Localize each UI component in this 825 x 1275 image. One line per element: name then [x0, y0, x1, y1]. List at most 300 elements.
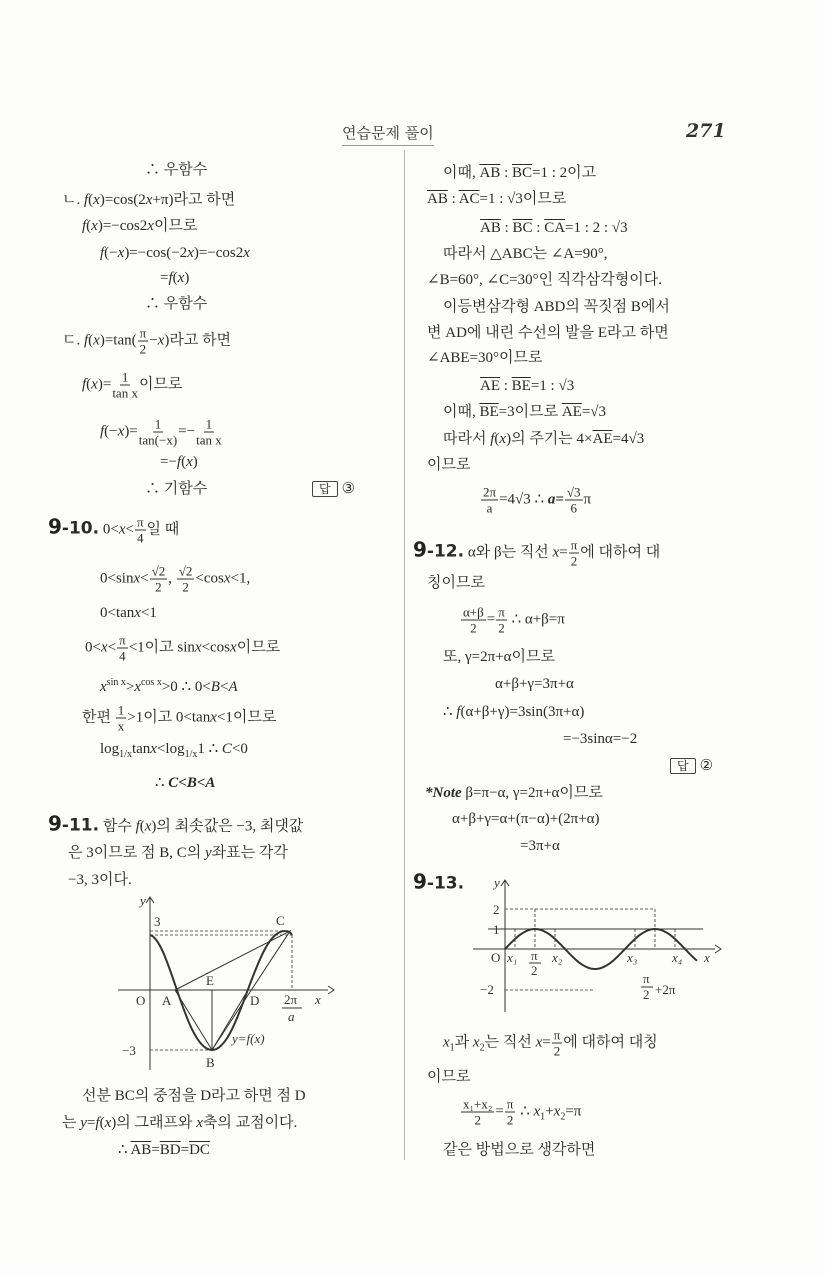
text-run: :: [500, 378, 512, 394]
text-run: <: [107, 639, 117, 656]
tick-3: 3: [154, 914, 161, 929]
text-run: −3, 3이다.: [68, 872, 132, 888]
text-line: [460, 605, 565, 636]
text-run: =: [160, 270, 169, 286]
text-line: [100, 604, 157, 622]
text-run: 한편: [82, 709, 115, 726]
text-line: [100, 417, 223, 448]
text-line: [413, 538, 660, 569]
math-variable: x: [104, 1115, 112, 1131]
text-run: 0<sin: [100, 570, 134, 587]
subscript: 2: [560, 1111, 566, 1123]
text-line: [427, 271, 662, 289]
text-line: [82, 1087, 306, 1105]
text-run: 은 3이므로 점 B, C의: [68, 845, 205, 861]
page-number: 271: [686, 120, 726, 142]
text-run: =1 : √3이므로: [479, 191, 567, 207]
text-run: =1 : 2 : √3: [565, 220, 628, 236]
text-line: [427, 456, 470, 474]
text-run: α와 β는 직선: [464, 544, 553, 561]
math-variable: x: [144, 818, 152, 835]
text-run: ∴: [118, 1142, 131, 1158]
text-run: =: [486, 611, 496, 628]
text-run: =: [559, 544, 568, 561]
text-run: 일 때: [146, 521, 180, 538]
text-run: (: [88, 192, 94, 208]
text-run: =: [86, 1115, 96, 1131]
text-line: [452, 810, 600, 828]
text-run: −: [149, 332, 158, 349]
text-run: 이등변삼각형 ABD의 꼭짓점 B에서: [443, 299, 670, 315]
text-run: =−: [178, 423, 196, 440]
math-variable: x: [100, 679, 107, 695]
text-run: <1: [140, 605, 157, 621]
text-run: :: [447, 191, 459, 207]
problem-number: [48, 811, 100, 836]
text-run: ∴ 우함수: [145, 162, 208, 178]
text-run: )=−cos(−2: [124, 245, 188, 261]
text-run: )=tan(: [99, 332, 137, 349]
text-run: >1이고 0<tan: [127, 709, 211, 726]
half-label: 2: [531, 963, 538, 978]
period-numerator: 2π: [284, 992, 298, 1007]
math-variable: x: [93, 192, 100, 208]
text-run: )의 그래프와: [111, 1115, 197, 1131]
numerator: 2π: [483, 484, 497, 500]
fraction: [552, 1028, 563, 1059]
text-run: ㄷ.: [62, 332, 84, 349]
denominator: tan x: [112, 385, 138, 401]
math-variable: f: [168, 270, 173, 286]
text-run: β=π−α, γ=2π+α이므로: [461, 785, 603, 801]
fraction: [461, 1097, 494, 1128]
text-line: [160, 269, 189, 287]
y-label: y: [494, 875, 500, 890]
numerator: α+β: [463, 604, 484, 620]
numerator: π: [119, 632, 126, 648]
denominator: a: [486, 500, 493, 516]
text-run: =π: [565, 1103, 582, 1120]
segment-overline: $\overline{AC}$: [458, 191, 480, 207]
denominator: 2: [570, 553, 578, 569]
math-variable: A: [228, 679, 238, 695]
math-variable: x: [150, 741, 157, 757]
text-run: 에 대하여 대칭: [563, 1034, 658, 1051]
text-run: <: [125, 521, 134, 538]
text-line: [82, 370, 182, 401]
fraction: [177, 564, 195, 595]
math-variable: x: [535, 1034, 543, 1051]
text-line: [480, 485, 591, 516]
denominator: 6: [570, 500, 577, 516]
denominator: 2: [474, 1112, 481, 1128]
text-run: 는: [62, 1115, 81, 1131]
tick-2: 2: [493, 902, 500, 917]
text-line: [100, 564, 250, 595]
text-run: )의 최솟값은 −3, 최댓값: [151, 818, 304, 835]
numerator: 1: [117, 702, 125, 718]
text-run: 이때,: [443, 165, 480, 181]
text-run: 이므로: [138, 376, 183, 393]
math-variable: x: [91, 376, 98, 393]
text-line: [427, 574, 485, 592]
math-variable: x: [223, 570, 231, 587]
denominator: 2: [155, 579, 162, 595]
numerator: x₁+x₂: [463, 1096, 493, 1112]
text-line: [68, 871, 132, 889]
math-variable: x: [118, 521, 126, 538]
math-variable: x: [117, 245, 125, 261]
text-run: =3π+α: [520, 838, 560, 854]
problem-number: [48, 514, 100, 539]
segment-overline: $\overline{DC}$: [189, 1142, 210, 1158]
segment-overline: $\overline{BE}$: [479, 404, 499, 420]
text-run: <0: [231, 741, 248, 757]
fraction: [117, 633, 128, 664]
numerator: π: [506, 1096, 514, 1112]
problem-number: [413, 869, 465, 894]
section-title: 연습문제 풀이: [342, 122, 434, 146]
segment-overline: $\overline{BE}$: [511, 378, 531, 394]
math-variable: f: [82, 376, 87, 393]
bold-text: =: [555, 491, 564, 508]
math-variable: f: [84, 332, 89, 349]
text-run: )=: [124, 423, 138, 440]
text-run: 이므로: [236, 639, 281, 656]
text-run: >0 ∴ 0<: [161, 679, 211, 695]
text-run: )의 주기는 4×: [506, 431, 593, 447]
text-run: =: [495, 1103, 504, 1120]
text-run: :: [500, 220, 513, 236]
point-a: A: [162, 993, 172, 1008]
sine-curve: [505, 929, 697, 969]
text-run: π: [583, 491, 592, 508]
segment-overline: $\overline{AB}$: [130, 1142, 152, 1158]
subscript: 1: [540, 1111, 546, 1123]
fraction: [505, 1097, 516, 1128]
text-run: ∴ 기함수: [145, 481, 208, 497]
text-run: 따라서: [443, 431, 491, 447]
math-variable: f: [135, 818, 140, 835]
subscript: 2: [479, 1042, 485, 1054]
y-label: y: [140, 893, 146, 908]
problem-chapter: 9: [413, 869, 427, 894]
text-run: =4√3 ∴: [499, 491, 548, 508]
text-line: [427, 1068, 470, 1086]
bold-text: *Note: [425, 785, 462, 801]
denominator: 4: [119, 648, 126, 664]
numerator: π: [570, 537, 578, 553]
math-variable: x: [133, 570, 141, 587]
denominator: 2: [498, 620, 505, 636]
fraction: [112, 370, 138, 401]
text-run: (α+β+γ)=3sin(3π+α): [460, 704, 585, 720]
text-run: =1 : 2이고: [532, 165, 597, 181]
text-run: <cos: [201, 639, 231, 656]
half-label-2: 2: [643, 987, 650, 1002]
text-run: <log: [156, 741, 185, 757]
text-run: (: [88, 332, 94, 349]
text-line: [62, 1114, 297, 1132]
segment-overline: $\overline{AB}$: [479, 165, 501, 181]
x-label: x: [704, 950, 710, 965]
segment-overline: $\overline{AE}$: [561, 404, 582, 420]
text-run: =1 : √3: [530, 378, 575, 394]
segment-overline: $\overline{BC}$: [512, 165, 533, 181]
text-line: [118, 1141, 210, 1159]
fraction: [150, 564, 168, 595]
curve: [150, 931, 292, 1050]
text-run: )=: [97, 376, 112, 393]
text-run: 1 ∴: [197, 741, 222, 757]
text-run: 는 직선: [484, 1034, 536, 1051]
text-run: ,: [168, 570, 176, 587]
math-variable: B: [210, 679, 220, 695]
segment-overline: $\overline{CA}$: [544, 220, 566, 236]
text-run: 같은 방법으로 생각하면: [443, 1142, 596, 1158]
text-run: ∴: [155, 775, 169, 791]
fraction: [461, 605, 486, 636]
math-variable: x: [177, 270, 185, 286]
numerator: π: [136, 514, 144, 530]
text-run: =−: [160, 454, 177, 470]
denominator: x: [117, 718, 125, 734]
text-line: [443, 648, 555, 666]
text-run: =: [542, 1034, 551, 1051]
text-run: :: [500, 165, 512, 181]
text-line: [443, 164, 596, 182]
math-variable: x: [134, 679, 141, 695]
text-line: [425, 784, 603, 802]
text-line: [443, 430, 644, 448]
text-run: ㄴ.: [62, 192, 84, 208]
math-variable: x: [100, 639, 108, 656]
text-line: [62, 326, 231, 357]
text-run: ∠ABE=30°이므로: [427, 350, 543, 366]
x1-label: x₁: [507, 950, 518, 965]
text-line: [82, 703, 276, 734]
text-line: [443, 403, 606, 421]
text-run: )=−cos2: [193, 245, 244, 261]
text-run: α+β+γ=3π+α: [495, 676, 574, 692]
denominator: 2: [139, 341, 147, 357]
segment-overline: $\overline{AE}$: [480, 378, 500, 394]
text-line: [520, 837, 560, 855]
period-denominator: a: [288, 1009, 295, 1024]
math-variable: f: [490, 431, 495, 447]
text-run: (−: [104, 245, 118, 261]
text-run: ∴: [516, 1103, 534, 1120]
fraction: [135, 515, 146, 546]
text-line: [100, 244, 250, 262]
text-run: (: [86, 218, 92, 234]
math-variable: x: [186, 454, 193, 470]
subscript: 1/x: [119, 749, 132, 760]
math-variable: C: [221, 741, 232, 757]
text-run: 이므로: [427, 1069, 471, 1085]
answer-box: 답: [312, 481, 338, 497]
text-run: (: [99, 1115, 105, 1131]
fraction: [569, 538, 580, 569]
math-variable: f: [84, 192, 89, 208]
tick-1: 1: [493, 922, 500, 937]
text-run: =−3sinα=−2: [563, 731, 638, 747]
text-run: 에 대하여 대: [580, 544, 661, 561]
text-line: [413, 869, 465, 894]
text-run: <: [219, 679, 229, 695]
text-run: log: [100, 741, 120, 757]
math-variable: f: [176, 454, 182, 470]
text-run: (: [172, 270, 178, 286]
text-run: 칭이므로: [427, 575, 485, 591]
superscript: cos x: [140, 677, 162, 688]
text-run: ∠B=60°, ∠C=30°인 직각삼각형이다.: [427, 272, 662, 288]
fraction: [481, 485, 498, 516]
denominator: 2: [506, 1112, 514, 1128]
numerator: π: [553, 1027, 561, 1043]
text-run: :: [532, 220, 545, 236]
math-variable: x: [443, 1034, 450, 1051]
answer-9-12: [670, 757, 713, 775]
text-line: [160, 453, 198, 471]
text-line: [427, 324, 669, 342]
text-line: [82, 217, 197, 235]
text-run: ∴: [443, 704, 457, 720]
math-variable: x: [157, 332, 165, 349]
math-variable: x: [187, 245, 194, 261]
fraction: [138, 326, 149, 357]
math-variable: y: [204, 845, 212, 861]
denominator: 2: [553, 1043, 561, 1059]
text-line: [443, 1141, 595, 1159]
math-variable: f: [100, 245, 105, 261]
math-variable: x: [210, 709, 217, 726]
text-run: )=−cos2: [97, 218, 148, 234]
math-variable: x: [91, 218, 98, 234]
text-line: [68, 844, 288, 862]
text-run: ): [184, 270, 190, 286]
text-run: =3이므로: [498, 404, 562, 420]
text-run: (: [139, 818, 145, 835]
segment-overline: $\overline{AB}$: [480, 220, 501, 236]
x4-label: x₄: [672, 950, 683, 965]
text-line: [427, 349, 543, 367]
point-b: B: [206, 1055, 215, 1070]
curve-label: y=f(x): [232, 1031, 265, 1046]
math-variable: f: [100, 423, 105, 440]
bold-text: a: [547, 491, 556, 508]
text-line: [563, 730, 637, 748]
text-run: 0<: [99, 521, 119, 538]
text-line: [48, 515, 179, 546]
text-line: [443, 703, 584, 721]
text-line: [100, 740, 248, 764]
fraction: [196, 417, 222, 448]
fraction: [139, 417, 177, 448]
numerator: √2: [178, 563, 193, 579]
denominator: 2: [470, 620, 477, 636]
fraction: [496, 605, 507, 636]
segment-overline: $\overline{BD}$: [159, 1142, 181, 1158]
text-line: [145, 161, 207, 179]
numerator: 1: [121, 369, 129, 385]
text-run: )라고 하면: [164, 332, 232, 349]
problem-index: -11.: [61, 815, 100, 836]
origin: O: [136, 993, 146, 1008]
text-run: <cos: [195, 570, 224, 587]
text-line: [48, 811, 304, 836]
answer-choice: ③: [341, 481, 356, 497]
numerator: 1: [205, 416, 213, 432]
text-run: 축의 교점이다.: [202, 1115, 298, 1131]
text-run: =: [180, 1142, 190, 1158]
text-line: [100, 674, 238, 696]
text-run: (: [86, 376, 92, 393]
math-variable: x: [147, 218, 154, 234]
x2-label: x₂: [552, 950, 563, 965]
text-run: 변 AD에 내린 수선의 발을 E라고 하면: [427, 325, 669, 341]
text-run: =: [151, 1142, 160, 1158]
math-variable: x: [93, 332, 100, 349]
text-run: =4√3: [612, 431, 645, 447]
problem-chapter: 9: [48, 811, 62, 836]
pi-label-2: π: [643, 971, 650, 986]
text-line: [460, 1097, 581, 1128]
text-line: [480, 377, 574, 395]
numerator: √3: [566, 484, 581, 500]
math-variable: f: [95, 1115, 100, 1131]
problem-index: -10.: [61, 518, 100, 539]
problem-chapter: 9: [48, 514, 62, 539]
origin: O: [491, 950, 501, 965]
denominator: 2: [182, 579, 189, 595]
math-variable: x: [145, 192, 153, 208]
segment-overline: $\overline{BC}$: [512, 220, 533, 236]
math-variable: x: [499, 431, 507, 447]
point-e: E: [206, 973, 214, 988]
text-run: (: [181, 454, 187, 470]
text-run: +π)라고 하면: [152, 192, 236, 208]
point-c: C: [276, 913, 285, 928]
text-line: [480, 219, 628, 237]
math-variable: x: [472, 1034, 480, 1051]
math-variable: x: [243, 245, 250, 261]
answer-box: 답: [670, 758, 696, 774]
math-variable: x: [533, 1103, 541, 1120]
text-line: [155, 774, 215, 792]
text-run: 이므로: [427, 457, 471, 473]
text-line: [443, 1028, 658, 1059]
text-line: [62, 191, 235, 209]
column-divider: [404, 150, 405, 1160]
x3-label: x₃: [627, 950, 638, 965]
math-variable: x: [230, 639, 237, 656]
math-variable: x: [134, 605, 141, 621]
text-run: 좌표는 각각: [211, 845, 288, 861]
math-variable: x: [552, 544, 560, 561]
denominator: tan(−x): [138, 432, 178, 448]
text-run: 이때,: [443, 404, 480, 420]
numerator: √2: [151, 563, 166, 579]
text-line: [443, 245, 607, 263]
math-variable: f: [82, 218, 87, 234]
fraction: [116, 703, 127, 734]
x-label: x: [315, 992, 321, 1007]
text-run: α+β+γ=α+(π−α)+(2π+α): [452, 811, 600, 827]
text-line: [443, 298, 670, 316]
fraction: [565, 485, 583, 516]
segment-overline: $\overline{AE}$: [592, 431, 613, 447]
